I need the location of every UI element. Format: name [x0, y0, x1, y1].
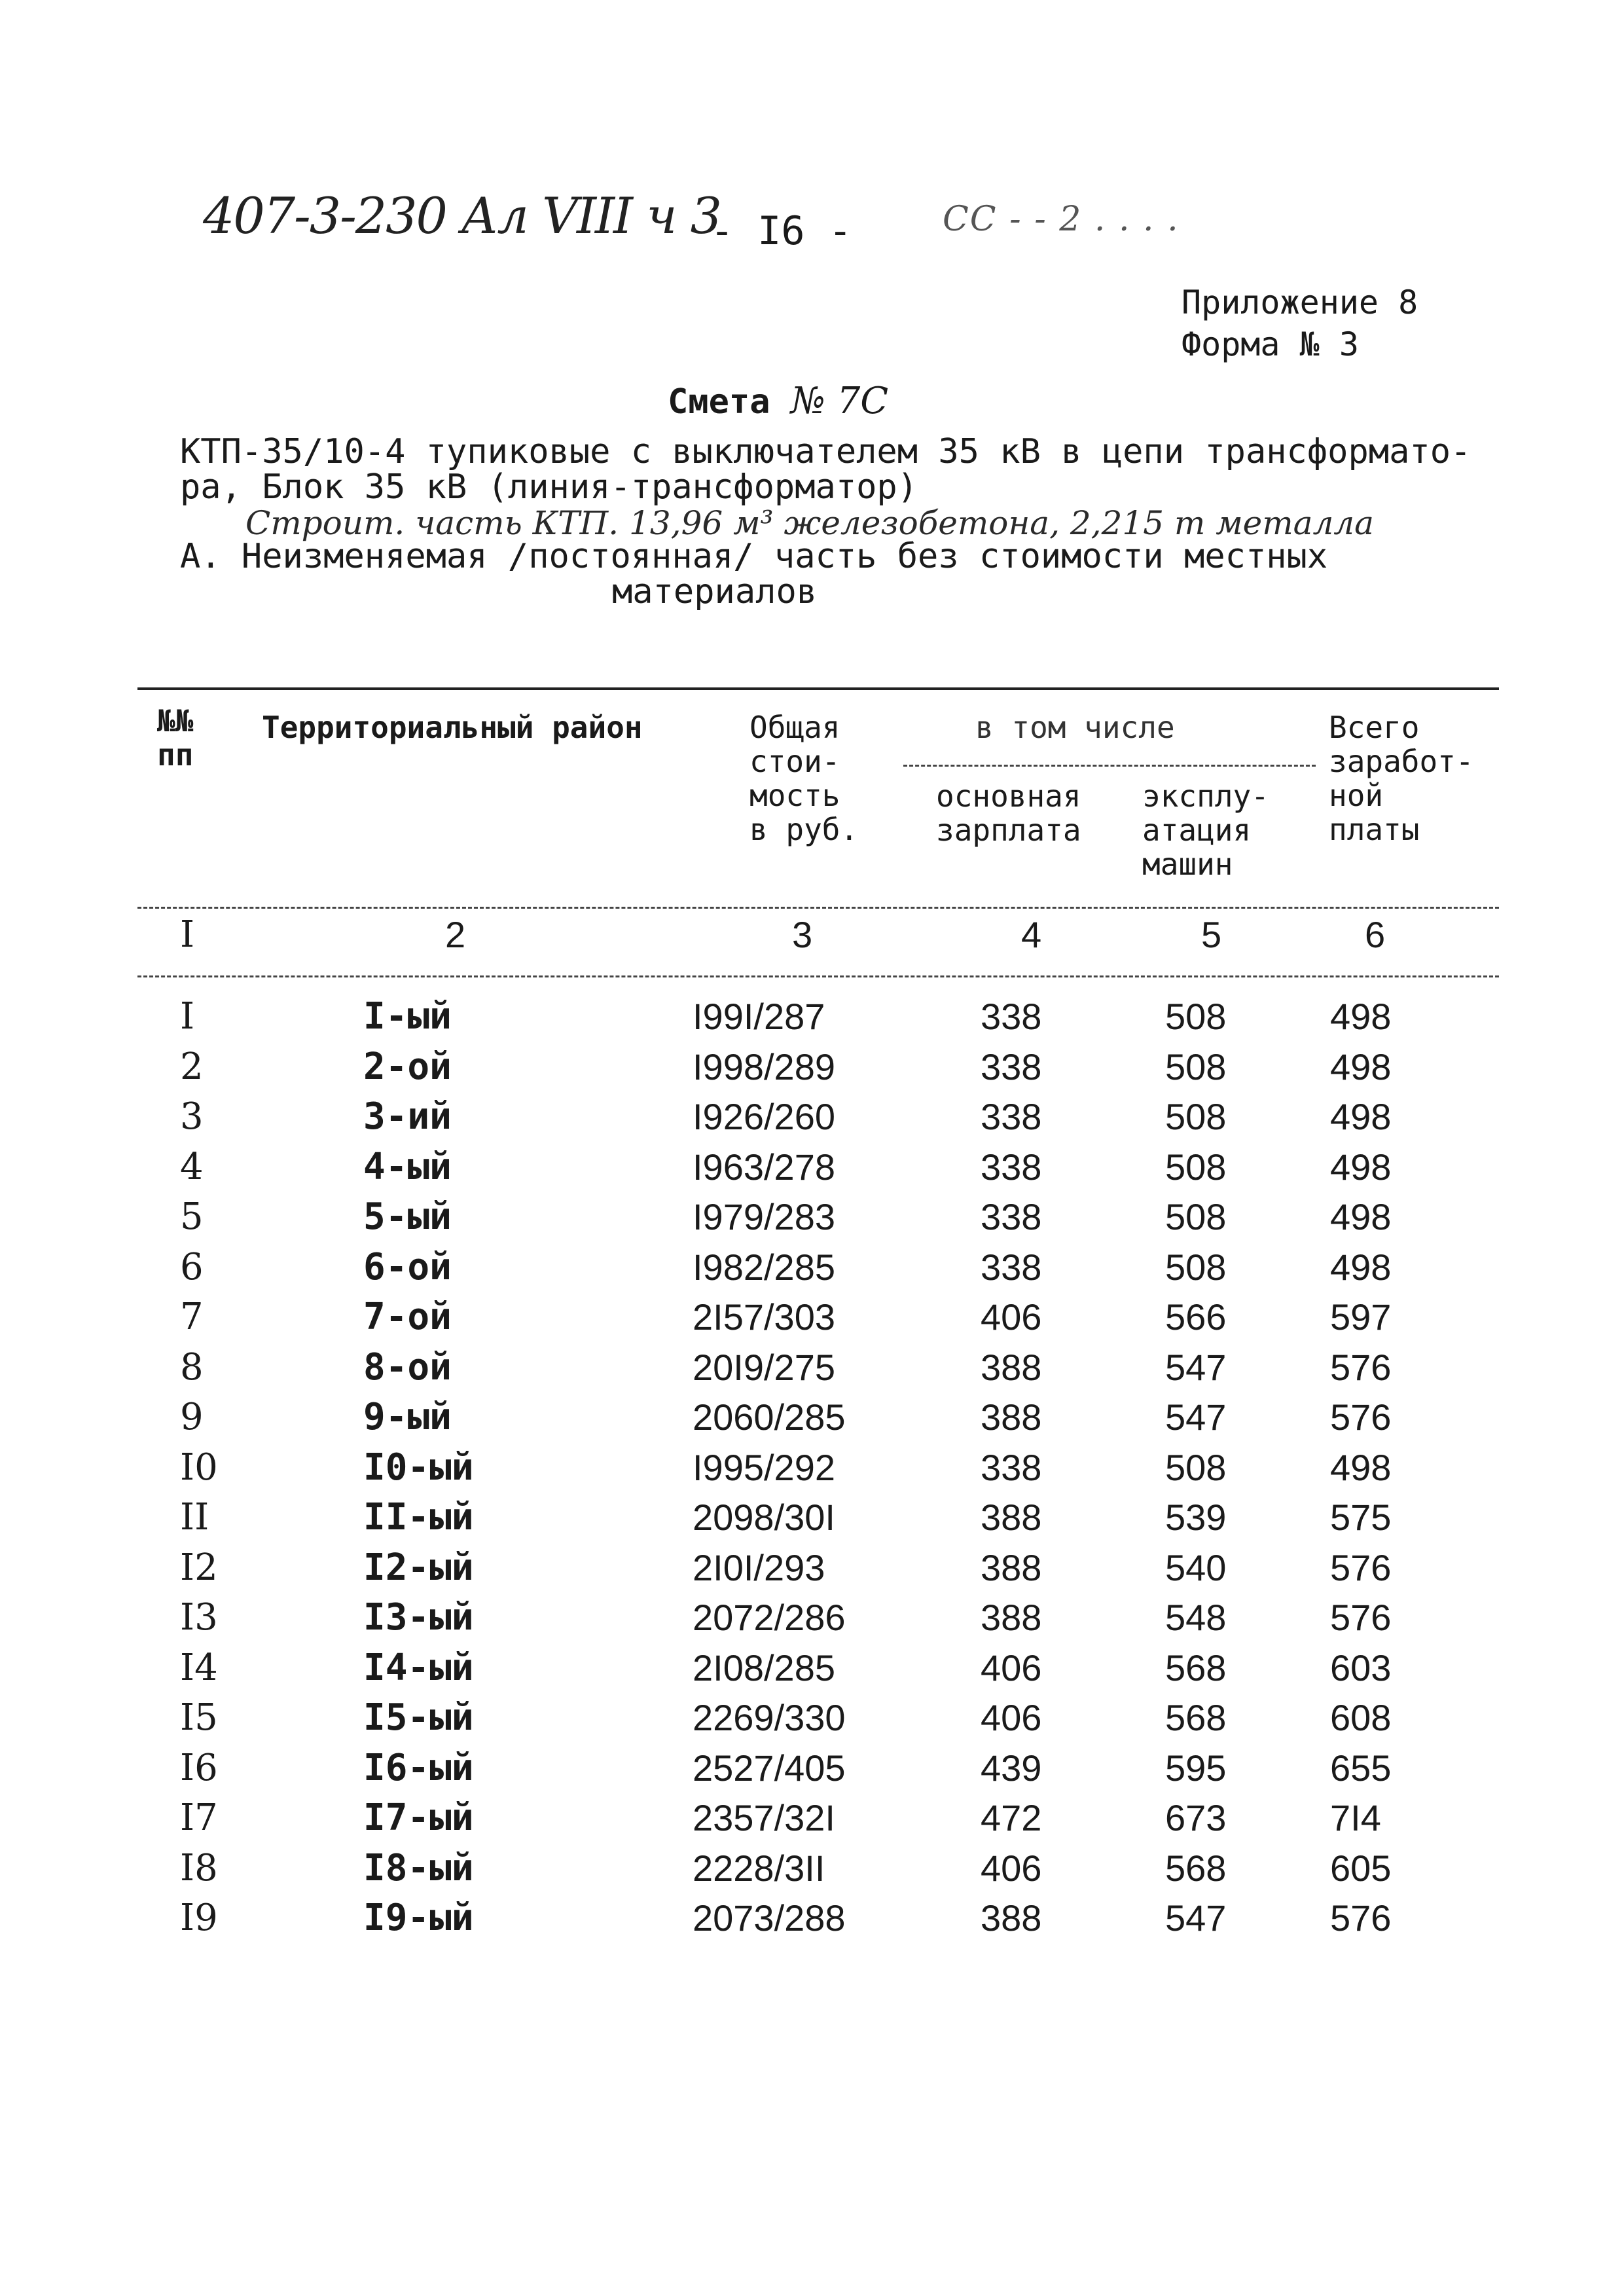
base-wage-cell: 406 — [981, 1647, 1042, 1688]
total-wage-cell: 576 — [1330, 1346, 1392, 1388]
row-number: I — [180, 995, 195, 1038]
table-row — [0, 1897, 1624, 1946]
total-cost-cell: 2228/3II — [693, 1847, 825, 1889]
total-cost-cell: I995/292 — [693, 1446, 835, 1488]
table-row — [0, 1195, 1624, 1245]
total-wage-cell: 608 — [1330, 1697, 1392, 1738]
header-total-cost: Общая стои- мость в руб. — [749, 710, 859, 847]
table-row — [0, 1796, 1624, 1846]
region-cell: I4-ый — [363, 1646, 474, 1689]
row-number: 3 — [180, 1095, 204, 1138]
machines-cell: 548 — [1165, 1597, 1227, 1638]
description-line-2: ра, Блок 35 кВ (линия-трансформатор) — [180, 467, 918, 507]
machines-cell: 540 — [1165, 1546, 1227, 1588]
column-number-1: I — [180, 913, 195, 956]
table-row — [0, 1095, 1624, 1145]
total-wage-cell: 597 — [1330, 1296, 1392, 1338]
base-wage-cell: 338 — [981, 1096, 1042, 1137]
smeta-number: № 7С — [790, 380, 889, 422]
total-wage-cell: 498 — [1330, 1046, 1392, 1087]
column-number-4: 4 — [1021, 914, 1042, 955]
total-cost-cell: I998/289 — [693, 1046, 835, 1087]
total-wage-cell: 575 — [1330, 1497, 1392, 1538]
colnum-bottom-rule — [137, 975, 1499, 977]
base-wage-cell: 388 — [981, 1396, 1042, 1438]
table-row — [0, 1496, 1624, 1546]
total-cost-cell: 2098/30I — [693, 1497, 835, 1538]
base-wage-cell: 338 — [981, 1146, 1042, 1188]
part-a-line-2: материалов — [612, 572, 818, 611]
base-wage-cell: 388 — [981, 1546, 1042, 1588]
total-cost-cell: 2I57/303 — [693, 1296, 835, 1338]
total-cost-cell: 2073/288 — [693, 1897, 846, 1939]
base-wage-cell: 338 — [981, 1246, 1042, 1288]
base-wage-cell: 338 — [981, 1046, 1042, 1087]
row-number: I5 — [180, 1696, 218, 1739]
table-row — [0, 1296, 1624, 1345]
row-number: II — [180, 1496, 209, 1539]
region-cell: I-ый — [363, 995, 452, 1038]
total-wage-cell: 655 — [1330, 1747, 1392, 1789]
total-wage-cell: 7I4 — [1330, 1797, 1381, 1838]
region-cell: 4-ый — [363, 1145, 452, 1188]
machines-cell: 568 — [1165, 1697, 1227, 1738]
machines-cell: 595 — [1165, 1747, 1227, 1789]
total-cost-cell: 2I0I/293 — [693, 1546, 825, 1588]
total-wage-cell: 576 — [1330, 1546, 1392, 1588]
row-number: I9 — [180, 1897, 218, 1939]
base-wage-cell: 338 — [981, 1196, 1042, 1237]
region-cell: I5-ый — [363, 1696, 474, 1739]
machines-cell: 673 — [1165, 1797, 1227, 1838]
table-row — [0, 1246, 1624, 1296]
machines-cell: 566 — [1165, 1296, 1227, 1338]
table-row — [0, 1396, 1624, 1446]
total-wage-cell: 576 — [1330, 1597, 1392, 1638]
machines-cell: 508 — [1165, 1246, 1227, 1288]
region-cell: 7-ой — [363, 1296, 452, 1338]
table-top-rule — [137, 687, 1499, 690]
base-wage-cell: 406 — [981, 1847, 1042, 1889]
base-wage-cell: 388 — [981, 1597, 1042, 1638]
machines-cell: 508 — [1165, 1096, 1227, 1137]
stamp-mark: СС - - 2 . . . . — [943, 200, 1180, 239]
description-line-1: КТП-35/10-4 тупиковые с выключателем 35 кВ в цепи трансформато- — [180, 432, 1471, 471]
machines-cell: 547 — [1165, 1346, 1227, 1388]
column-number-5: 5 — [1201, 914, 1222, 955]
total-cost-cell: 2269/330 — [693, 1697, 846, 1738]
total-wage-cell: 498 — [1330, 1196, 1392, 1237]
machines-cell: 568 — [1165, 1647, 1227, 1688]
total-cost-cell: I926/260 — [693, 1096, 835, 1137]
total-cost-cell: I979/283 — [693, 1196, 835, 1237]
total-cost-cell: I963/278 — [693, 1146, 835, 1188]
total-cost-cell: 2527/405 — [693, 1747, 846, 1789]
base-wage-cell: 388 — [981, 1897, 1042, 1939]
region-cell: I7-ый — [363, 1796, 474, 1839]
region-cell: I6-ый — [363, 1746, 474, 1789]
total-wage-cell: 498 — [1330, 1446, 1392, 1488]
header-total-wage: Всего заработ- ной платы — [1329, 710, 1474, 847]
region-cell: I2-ый — [363, 1546, 474, 1589]
column-number-2: 2 — [445, 914, 466, 955]
smeta-label: Смета — [668, 382, 770, 422]
table-row — [0, 1747, 1624, 1796]
base-wage-cell: 406 — [981, 1697, 1042, 1738]
table-row — [0, 1446, 1624, 1496]
machines-cell: 539 — [1165, 1497, 1227, 1538]
region-cell: I0-ый — [363, 1446, 474, 1489]
table-row — [0, 1596, 1624, 1646]
machines-cell: 508 — [1165, 1446, 1227, 1488]
total-cost-cell: 2072/286 — [693, 1597, 846, 1638]
machines-cell: 508 — [1165, 1196, 1227, 1237]
total-wage-cell: 576 — [1330, 1396, 1392, 1438]
row-number: I7 — [180, 1796, 218, 1839]
region-cell: 8-ой — [363, 1345, 452, 1389]
total-cost-cell: 20I9/275 — [693, 1346, 835, 1388]
row-number: 9 — [180, 1396, 204, 1438]
total-cost-cell: I982/285 — [693, 1246, 835, 1288]
row-number: I3 — [180, 1596, 218, 1639]
appendix-block — [1182, 282, 1418, 365]
machines-cell: 547 — [1165, 1396, 1227, 1438]
table-row — [0, 1847, 1624, 1897]
region-cell: 6-ой — [363, 1245, 452, 1288]
table-row — [0, 995, 1624, 1045]
region-cell: I9-ый — [363, 1897, 474, 1939]
row-number: 2 — [180, 1045, 204, 1088]
header-num: №№ пп — [157, 703, 194, 773]
base-wage-cell: 439 — [981, 1747, 1042, 1789]
row-number: I2 — [180, 1546, 218, 1589]
row-number: 7 — [180, 1296, 204, 1338]
total-cost-cell: 2I08/285 — [693, 1647, 835, 1688]
total-cost-cell: I99I/287 — [693, 996, 825, 1037]
region-cell: II-ый — [363, 1496, 474, 1539]
base-wage-cell: 338 — [981, 1446, 1042, 1488]
table-row — [0, 1696, 1624, 1746]
base-wage-cell: 388 — [981, 1346, 1042, 1388]
header-machines: эксплу- атация машин — [1142, 778, 1269, 882]
machines-cell: 508 — [1165, 1146, 1227, 1188]
document-code: 407-3-230 Ал VIII ч 3 — [203, 187, 721, 245]
appendix-label: Приложение 8 — [1182, 283, 1418, 321]
base-wage-cell: 406 — [981, 1296, 1042, 1338]
total-wage-cell: 498 — [1330, 996, 1392, 1037]
part-a-line-1: А. Неизменяемая /постоянная/ часть без стоимости местных — [180, 537, 1328, 576]
subheader-rule — [903, 765, 1316, 767]
table-row — [0, 1046, 1624, 1095]
row-number: I0 — [180, 1446, 218, 1489]
machines-cell: 508 — [1165, 996, 1227, 1037]
header-including: в том числе — [975, 710, 1175, 745]
page-number: - I6 - — [710, 208, 852, 254]
machines-cell: 568 — [1165, 1847, 1227, 1889]
column-number-6: 6 — [1365, 914, 1386, 955]
form-label: Форма № 3 — [1182, 325, 1359, 363]
machines-cell: 508 — [1165, 1046, 1227, 1087]
total-wage-cell: 576 — [1330, 1897, 1392, 1939]
row-number: I4 — [180, 1646, 218, 1689]
total-wage-cell: 603 — [1330, 1647, 1392, 1688]
table-row — [0, 1647, 1624, 1696]
smeta-title — [668, 380, 888, 422]
column-number-3: 3 — [792, 914, 813, 955]
base-wage-cell: 338 — [981, 996, 1042, 1037]
region-cell: 3-ий — [363, 1095, 452, 1138]
row-number: 6 — [180, 1245, 204, 1288]
region-cell: 5-ый — [363, 1195, 452, 1238]
table-row — [0, 1346, 1624, 1396]
table-row — [0, 1546, 1624, 1596]
base-wage-cell: 472 — [981, 1797, 1042, 1838]
header-bottom-rule — [137, 907, 1499, 909]
region-cell: I8-ый — [363, 1846, 474, 1889]
row-number: I6 — [180, 1746, 218, 1789]
handwritten-note: Строит. часть КТП. 13,96 м³ железобетона, 2,215 т металла — [245, 504, 1374, 542]
total-wage-cell: 498 — [1330, 1096, 1392, 1137]
header-region: Территориальный район — [262, 710, 643, 745]
base-wage-cell: 388 — [981, 1497, 1042, 1538]
region-cell: I3-ый — [363, 1596, 474, 1639]
region-cell: 2-ой — [363, 1045, 452, 1088]
total-wage-cell: 498 — [1330, 1246, 1392, 1288]
header-base-wage: основная зарплата — [936, 778, 1081, 848]
total-wage-cell: 605 — [1330, 1847, 1392, 1889]
machines-cell: 547 — [1165, 1897, 1227, 1939]
row-number: I8 — [180, 1846, 218, 1889]
total-wage-cell: 498 — [1330, 1146, 1392, 1188]
row-number: 8 — [180, 1345, 204, 1389]
row-number: 5 — [180, 1195, 204, 1238]
row-number: 4 — [180, 1145, 204, 1188]
total-cost-cell: 2060/285 — [693, 1396, 846, 1438]
total-cost-cell: 2357/32I — [693, 1797, 835, 1838]
table-row — [0, 1146, 1624, 1195]
region-cell: 9-ый — [363, 1396, 452, 1438]
